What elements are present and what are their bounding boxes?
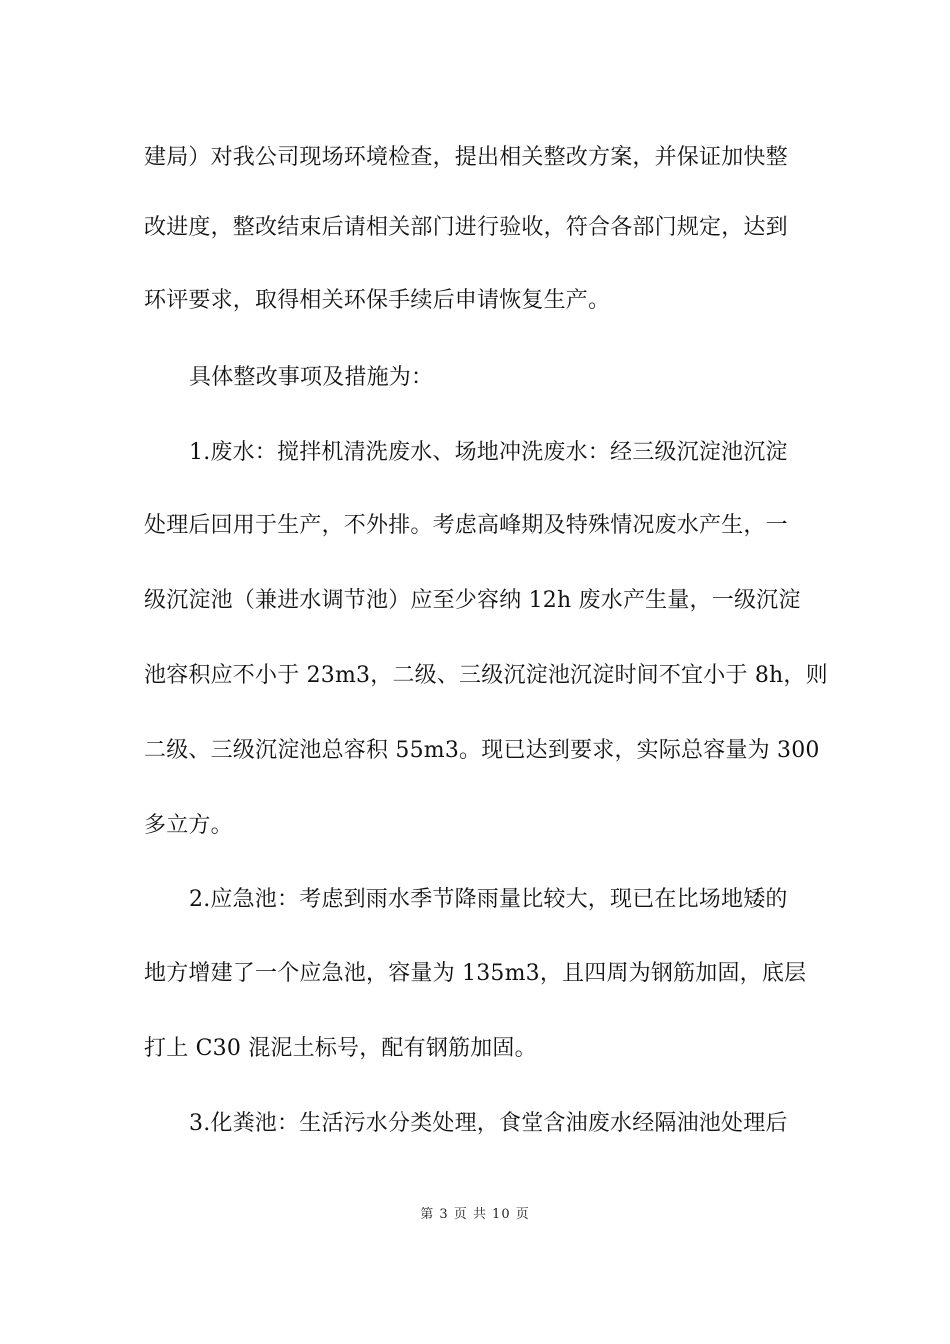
paragraph-line: 环评要求，取得相关环保手续后申请恢复生产。 (144, 288, 611, 313)
paragraph-line: 多立方。 (144, 813, 233, 838)
paragraph-line: 池容积应不小于 23m3，二级、三级沉淀池沉淀时间不宜小于 8h，则 (144, 663, 828, 688)
page-number-footer: 第 3 页 共 10 页 (420, 1207, 530, 1222)
paragraph-line: 打上 C30 混泥土标号，配有钢筋加固。 (144, 1036, 537, 1061)
paragraph-line: 二级、三级沉淀池总容积 55m3。现已达到要求，实际总容量为 300 (144, 738, 820, 763)
paragraph-line: 1.废水：搅拌机清洗废水、场地冲洗废水：经三级沉淀池沉淀 (189, 440, 788, 465)
paragraph-line: 级沉淀池（兼进水调节池）应至少容纳 12h 废水产生量，一级沉淀 (144, 588, 801, 613)
paragraph-line: 3.化粪池：生活污水分类处理，食堂含油废水经隔油池处理后 (189, 1111, 788, 1136)
paragraph-line: 2.应急池：考虑到雨水季节降雨量比较大，现已在比场地矮的 (189, 887, 788, 912)
paragraph-line: 地方增建了一个应急池，容量为 135m3，且四周为钢筋加固，底层 (144, 961, 807, 986)
paragraph-line: 具体整改事项及措施为： (189, 365, 434, 390)
paragraph-line: 建局）对我公司现场环境检查，提出相关整改方案，并保证加快整 (144, 145, 788, 170)
paragraph-line: 处理后回用于生产，不外排。考虑高峰期及特殊情况废水产生，一 (144, 513, 788, 538)
paragraph-line: 改进度，整改结束后请相关部门进行验收，符合各部门规定，达到 (144, 215, 788, 240)
